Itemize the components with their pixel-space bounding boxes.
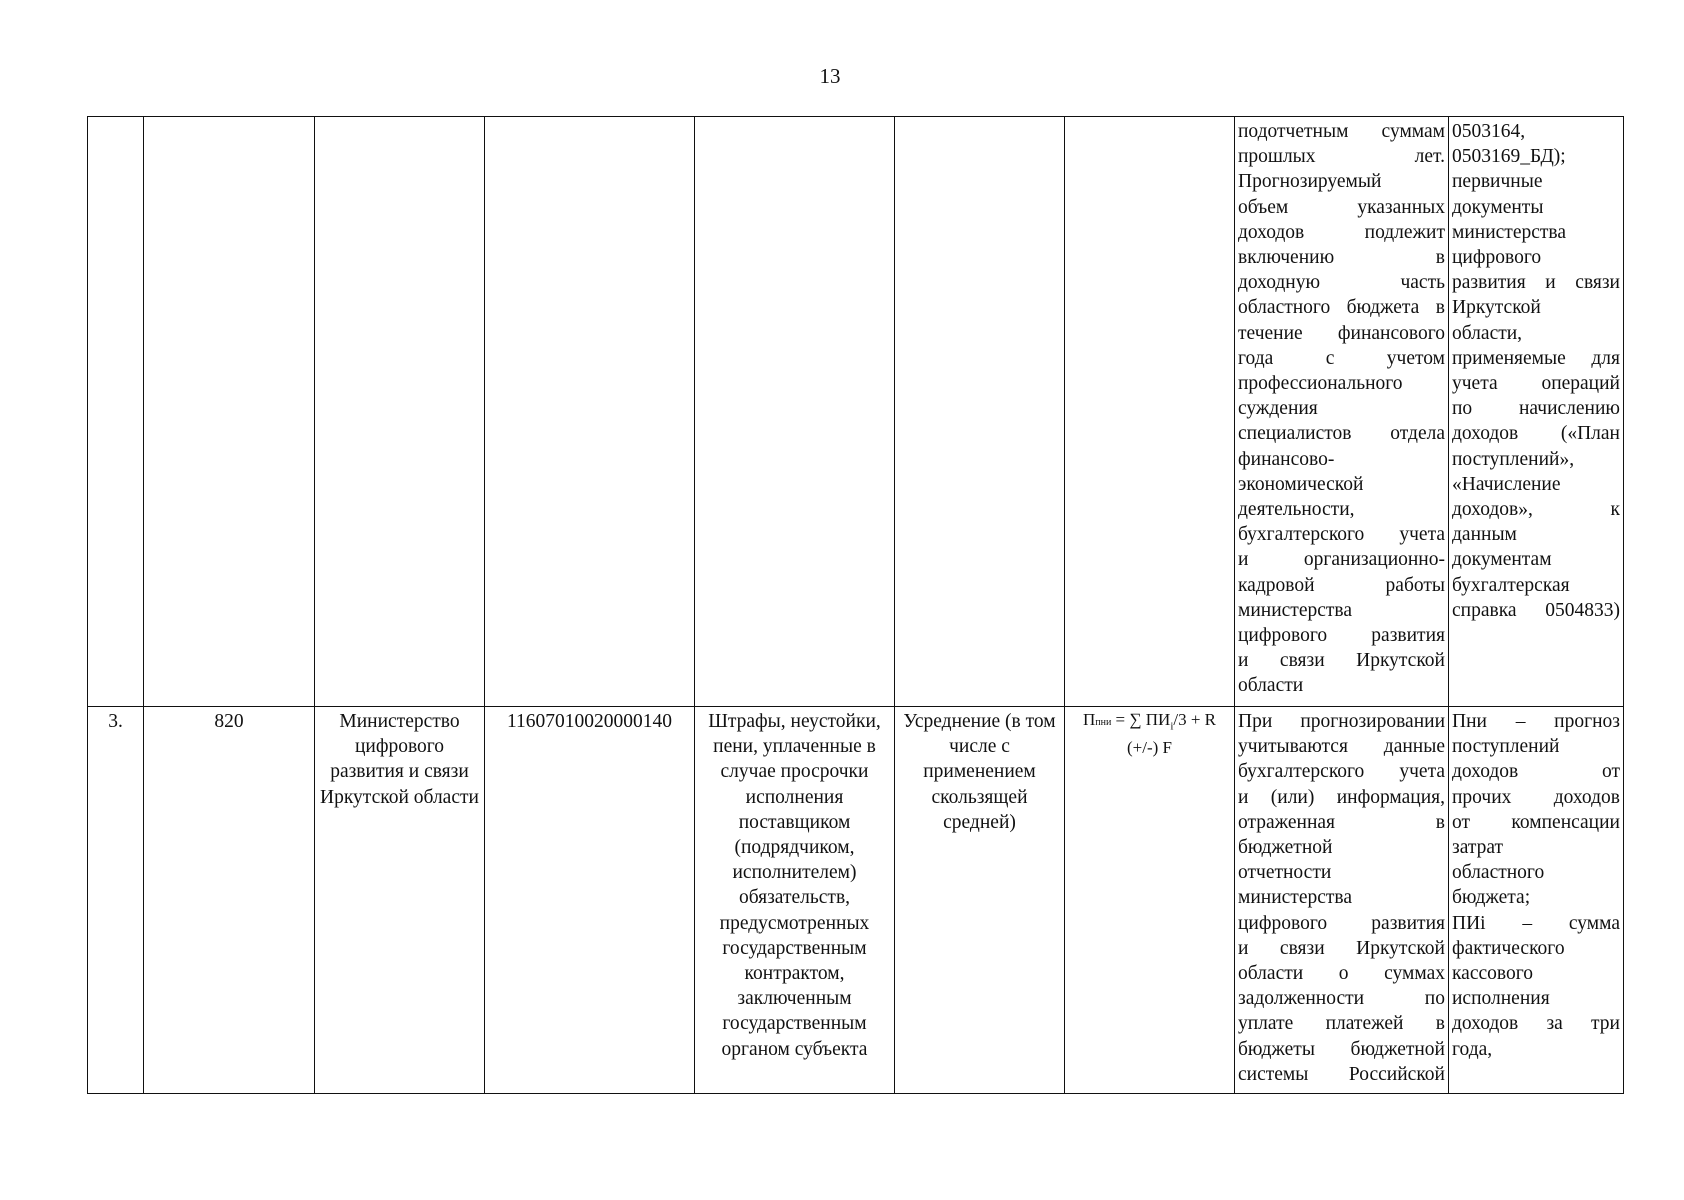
- text-line: доходную часть: [1238, 272, 1445, 294]
- text-line: поступлений»,: [1452, 448, 1575, 470]
- source-text: [1452, 119, 1620, 623]
- cell-algorithm-continued: [1235, 117, 1449, 707]
- cell-formula: [1065, 707, 1235, 1094]
- text-line: бухгалтерского учета: [1238, 524, 1445, 546]
- text-line: течение финансового: [1238, 322, 1445, 344]
- text-line: Прогнозируемый: [1238, 171, 1382, 193]
- text-line: прошлых лет.: [1238, 146, 1445, 168]
- cell-method: Усреднение (в том числе с применением скользящей средней): [895, 707, 1065, 1094]
- text-line: доходов («План: [1452, 423, 1620, 445]
- text-line: поступлений: [1452, 736, 1560, 758]
- text-line: цифрового: [1452, 247, 1542, 269]
- text-line: областного: [1452, 862, 1545, 884]
- text-line: и организационно-: [1238, 549, 1445, 571]
- formula-line-1: Ппни = ∑ $ПИ_i/3 + R$: [1082, 710, 1217, 733]
- cell-number-empty: [88, 117, 144, 707]
- cell-formula-empty: [1065, 117, 1235, 707]
- text-line: финансово-: [1238, 448, 1335, 470]
- algorithm-text: [1238, 709, 1445, 1087]
- text-line: документы: [1452, 196, 1544, 218]
- text-line: министерства: [1238, 599, 1353, 621]
- text-line: и (или) информация,: [1238, 786, 1445, 808]
- text-line: профессионального: [1238, 373, 1403, 395]
- text-line: При прогнозировании: [1238, 711, 1445, 732]
- text-line: уплате платежей в: [1238, 1013, 1445, 1035]
- text-line: первичные: [1452, 171, 1543, 193]
- cell-kbk: 11607010020000140: [485, 707, 695, 1094]
- text-line: фактического: [1452, 937, 1565, 959]
- algorithm-text: [1238, 119, 1445, 699]
- text-line: области,: [1452, 322, 1523, 344]
- text-line: 0503169_БД);: [1452, 146, 1566, 168]
- text-line: кассового: [1452, 963, 1533, 985]
- cell-administrator: Министерство цифрового развития и связи Иркутской области: [315, 707, 485, 1094]
- text-line: 0503164,: [1452, 121, 1526, 142]
- text-line: деятельности,: [1238, 499, 1355, 521]
- cell-algorithm: [1235, 707, 1449, 1094]
- text-line: доходов за три: [1452, 1013, 1620, 1035]
- text-line: от компенсации: [1452, 811, 1620, 833]
- text-line: года с учетом: [1238, 347, 1445, 369]
- cell-income-name-empty: [695, 117, 895, 707]
- text-line: года,: [1452, 1038, 1493, 1060]
- text-line: Иркутской: [1452, 297, 1541, 319]
- text-line: задолженности по: [1238, 988, 1445, 1010]
- text-line: объем указанных: [1238, 196, 1445, 218]
- text-line: по начислению: [1452, 398, 1620, 420]
- text-line: цифрового развития: [1238, 625, 1445, 647]
- text-line: подотчетным суммам: [1238, 121, 1445, 142]
- text-line: кадровой работы: [1238, 574, 1445, 596]
- cell-admin-code: 820: [144, 707, 315, 1094]
- text-line: учета операций: [1452, 373, 1620, 395]
- cell-source: [1449, 707, 1624, 1094]
- text-line: ПИi – сумма: [1452, 912, 1620, 934]
- table-row-continued: [88, 117, 1624, 707]
- text-line: Пни – прогноз: [1452, 711, 1620, 732]
- text-line: суждения: [1238, 398, 1318, 420]
- text-line: «Начисление: [1452, 473, 1561, 495]
- text-line: министерства: [1238, 887, 1353, 909]
- text-line: исполнения: [1452, 988, 1550, 1010]
- text-line: областного бюджета в: [1238, 297, 1445, 319]
- table-row-3: [88, 707, 1624, 1094]
- text-line: системы Российской: [1238, 1063, 1445, 1085]
- cell-method-empty: [895, 117, 1065, 707]
- text-line: данным: [1452, 524, 1517, 546]
- text-line: бюджета;: [1452, 887, 1531, 909]
- text-line: доходов», к: [1452, 499, 1620, 521]
- text-line: области: [1238, 675, 1304, 697]
- text-line: министерства: [1452, 221, 1567, 243]
- text-line: доходов от: [1452, 761, 1620, 783]
- text-line: развития и связи: [1452, 272, 1620, 294]
- text-line: экономической: [1238, 473, 1364, 495]
- text-line: отраженная в: [1238, 811, 1445, 833]
- cell-row-number: 3.: [88, 707, 144, 1094]
- text-line: отчетности: [1238, 862, 1332, 884]
- cell-income-name: Штрафы, неустойки, пени, уплаченные в случае просрочки исполнения поставщиком (подрядчиком, исполнителем) обязательств, предусмотренных государственным контрактом, заключенным государственным органом субъекта: [695, 707, 895, 1094]
- text-line: применяемые для: [1452, 347, 1620, 369]
- text-line: учитываются данные: [1238, 736, 1445, 758]
- formula-line-2: (+/-) F: [1127, 738, 1172, 758]
- text-line: доходов подлежит: [1238, 221, 1445, 243]
- text-line: бухгалтерская: [1452, 574, 1570, 596]
- cell-kbk-empty: [485, 117, 695, 707]
- cell-administrator-empty: [315, 117, 485, 707]
- text-line: и связи Иркутской: [1238, 937, 1445, 959]
- text-line: и связи Иркутской: [1238, 650, 1445, 672]
- page-number: 13: [819, 64, 841, 88]
- text-line: затрат: [1452, 837, 1504, 859]
- cell-admin-code-empty: [144, 117, 315, 707]
- text-line: прочих доходов: [1452, 786, 1620, 808]
- source-text: [1452, 709, 1620, 1062]
- text-line: области о суммах: [1238, 963, 1445, 985]
- cell-source-continued: [1449, 117, 1624, 707]
- text-line: бюджетной: [1238, 837, 1333, 859]
- text-line: документам: [1452, 549, 1552, 571]
- text-line: включению в: [1238, 247, 1445, 269]
- text-line: специалистов отдела: [1238, 423, 1445, 445]
- text-line: бухгалтерского учета: [1238, 761, 1445, 783]
- income-forecast-table: [87, 116, 1624, 1094]
- text-line: справка 0504833): [1452, 599, 1620, 621]
- text-line: бюджеты бюджетной: [1238, 1038, 1445, 1060]
- text-line: цифрового развития: [1238, 912, 1445, 934]
